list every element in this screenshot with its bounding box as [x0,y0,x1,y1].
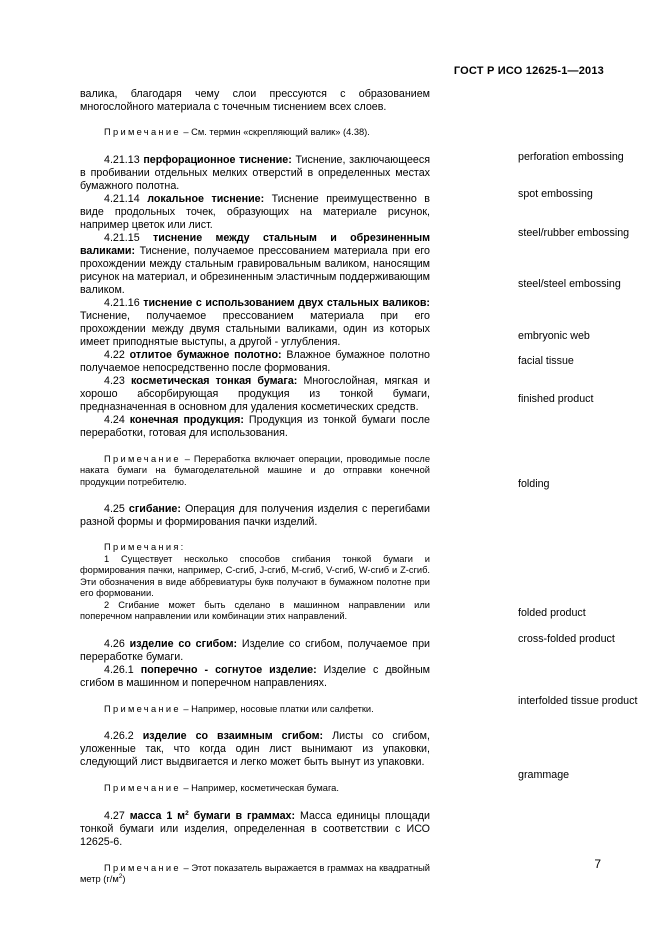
entry-number: 4.21.13 [104,153,140,166]
entry-definition: Влажное бумажное полотно получаемое непосредственно после формования. [80,348,430,374]
note-label: Примечание [104,862,181,873]
note [80,783,430,795]
entry-definition: Тиснение, заключающееся в пробивании отдельных мелких отверстий в определенных местах бумажного полотна. [80,153,430,192]
entry-term: изделие со взаимным сгибом: [142,730,324,742]
entry-4-21-15 [80,232,430,297]
entry-term-part: бумаги в граммах: [188,809,296,822]
note-item-1: 1 Существует несколько способов сгибания тонкой бумаги и формирования пачки, например, С-сгиб, J-сгиб, М-сгиб, V-сгиб, W-сгиб и Z-сгиб. Эти обозначения в виде аббревиатуры букв получают в бумажном полотне при его формовании. [80,553,430,598]
note [80,863,430,886]
entry-number: 4.26.1 [104,663,134,676]
note-text: ) [122,874,126,884]
note-text: – Этот показатель выражается в граммах на квадратный метр (г/м [80,862,430,884]
entry-term: перфорационное тиснение: [143,153,292,166]
entry-number: 4.25 [104,503,125,515]
entry-definition: Масса единицы площади тонкой бумаги или изделия, определенная в соответствии с ИСО 12625-6. [80,809,430,848]
entry-4-26-2 [80,730,430,769]
entry-4-21-14 [80,193,430,232]
entry-definition: Многослойная, мягкая и хорошо абсорбирующая продукция из тонкой бумаги, предназначенная в основном для удаления косметических средств. [80,374,430,413]
entry-definition: Тиснение, получаемое прессованием материала при его прохождении между двумя стальными валиками, один из которых имеет приподнятые выступы, а другой - углубления. [80,309,430,348]
document-header: ГОСТ Р ИСО 12625-1—2013 [453,65,604,77]
notes-block [80,542,430,623]
entry-number: 4.23 [104,374,125,387]
note-text: – См. термин «скрепляющий валик» (4.38). [180,127,370,137]
entry-term: поперечно - согнутое изделие: [140,663,317,676]
entry-term: изделие со сгибом: [129,637,238,650]
main-text-column [80,88,638,886]
entry-term: конечная продукция: [129,413,244,426]
entry-4-25 [80,503,430,529]
page-number: 7 [594,857,601,871]
entry-4-23 [80,375,430,414]
en-term: finished product [518,393,594,405]
en-term: spot embossing [518,188,593,200]
note-label: Примечание [104,783,181,793]
note [80,704,430,716]
intro-paragraph: валика, благодаря чему слои прессуются с образованием многослойного материала с точечным тиснением всех слоев. [80,88,430,113]
entry-term: локальное тиснение: [147,192,265,205]
note-text: – Переработка включает операции, проводимые после наката бумаги на бумагоделательной машине и до отправки конечной продукции потребителю. [80,453,430,487]
en-term: folded product [518,607,586,619]
entry-number: 4.21.16 [104,296,140,309]
en-term: steel/rubber embossing [518,227,630,239]
entry-number: 4.27 [104,809,125,822]
entry-definition: Тиснение, получаемое прессованием материала при его прохождении между стальным гравировальным валиком, наносящим рисунок на материал, и обрезиненным эластичным поддерживающим валиком. [80,244,430,296]
note [80,127,430,139]
superscript: 2 [185,809,189,817]
entry-definition: Продукция из тонкой бумаги после переработки, готовая для использования. [80,413,430,439]
note-item-2: 2 Сгибание может быть сделано в машинном направлении или поперечном направлении или комбинации этих направлений. [80,599,430,621]
en-term: steel/steel embossing [518,278,621,290]
entry-term: косметическая тонкая бумага: [130,374,298,387]
entry-definition: Изделие с двойным сгибом в машинном и поперечном направлениях. [80,663,430,689]
entry-number: 4.22 [104,348,125,361]
note-label: Примечание [104,703,181,714]
note-label: Примечание [104,127,181,137]
note [80,454,430,489]
entry-number: 4.24 [104,413,125,426]
entry-definition: Листы со сгибом, уложенные так, что когда один лист вынимают из упаковки, следующий лист выдвигается и легко может быть вынут из упаковки. [80,730,430,768]
entry-4-22 [80,349,430,375]
entry-term: сгибание: [128,503,181,515]
entry-term-part: масса 1 м [129,809,186,822]
en-term: folding [518,478,550,490]
en-term: facial tissue [518,355,574,367]
en-term: cross-folded product [518,633,615,645]
note-text: – Например, косметическая бумага. [180,783,339,793]
notes-label: Примечания: [104,542,186,552]
entry-number: 4.26 [104,637,125,650]
entry-4-21-13 [80,154,430,193]
note-label: Примечание [104,453,181,464]
en-term: interfolded tissue product [518,695,638,707]
entry-number: 4.21.15 [104,231,140,244]
entry-definition: Изделие со сгибом, получаемое при переработке бумаги. [80,637,430,663]
entry-definition: Операция для получения изделия с перегибами разной формы и формирования пачки изделий. [80,503,430,528]
entry-number: 4.21.14 [104,192,140,205]
entry-term: отлитое бумажное полотно: [129,348,282,361]
entry-4-24 [80,414,430,440]
entry-definition: Тиснение преимущественно в виде продольных точек, образующих на материале рисунок, например цветок или лист. [80,192,430,231]
superscript: 2 [118,873,123,880]
entry-number: 4.26.2 [104,730,134,742]
entry-term: тиснение с использованием двух стальных валиков: [143,296,430,309]
en-term: grammage [518,769,570,781]
note-text: – Например, носовые платки или салфетки. [180,703,374,714]
en-term: perforation embossing [518,151,624,163]
en-term: embryonic web [518,330,590,342]
entry-4-26 [80,638,430,664]
entry-4-21-16 [80,297,430,349]
entry-4-27 [80,810,430,849]
entry-term [130,810,295,822]
entry-4-26-1 [80,664,430,690]
entry-term: тиснение между стальным и обрезиненным валиками: [80,231,430,257]
